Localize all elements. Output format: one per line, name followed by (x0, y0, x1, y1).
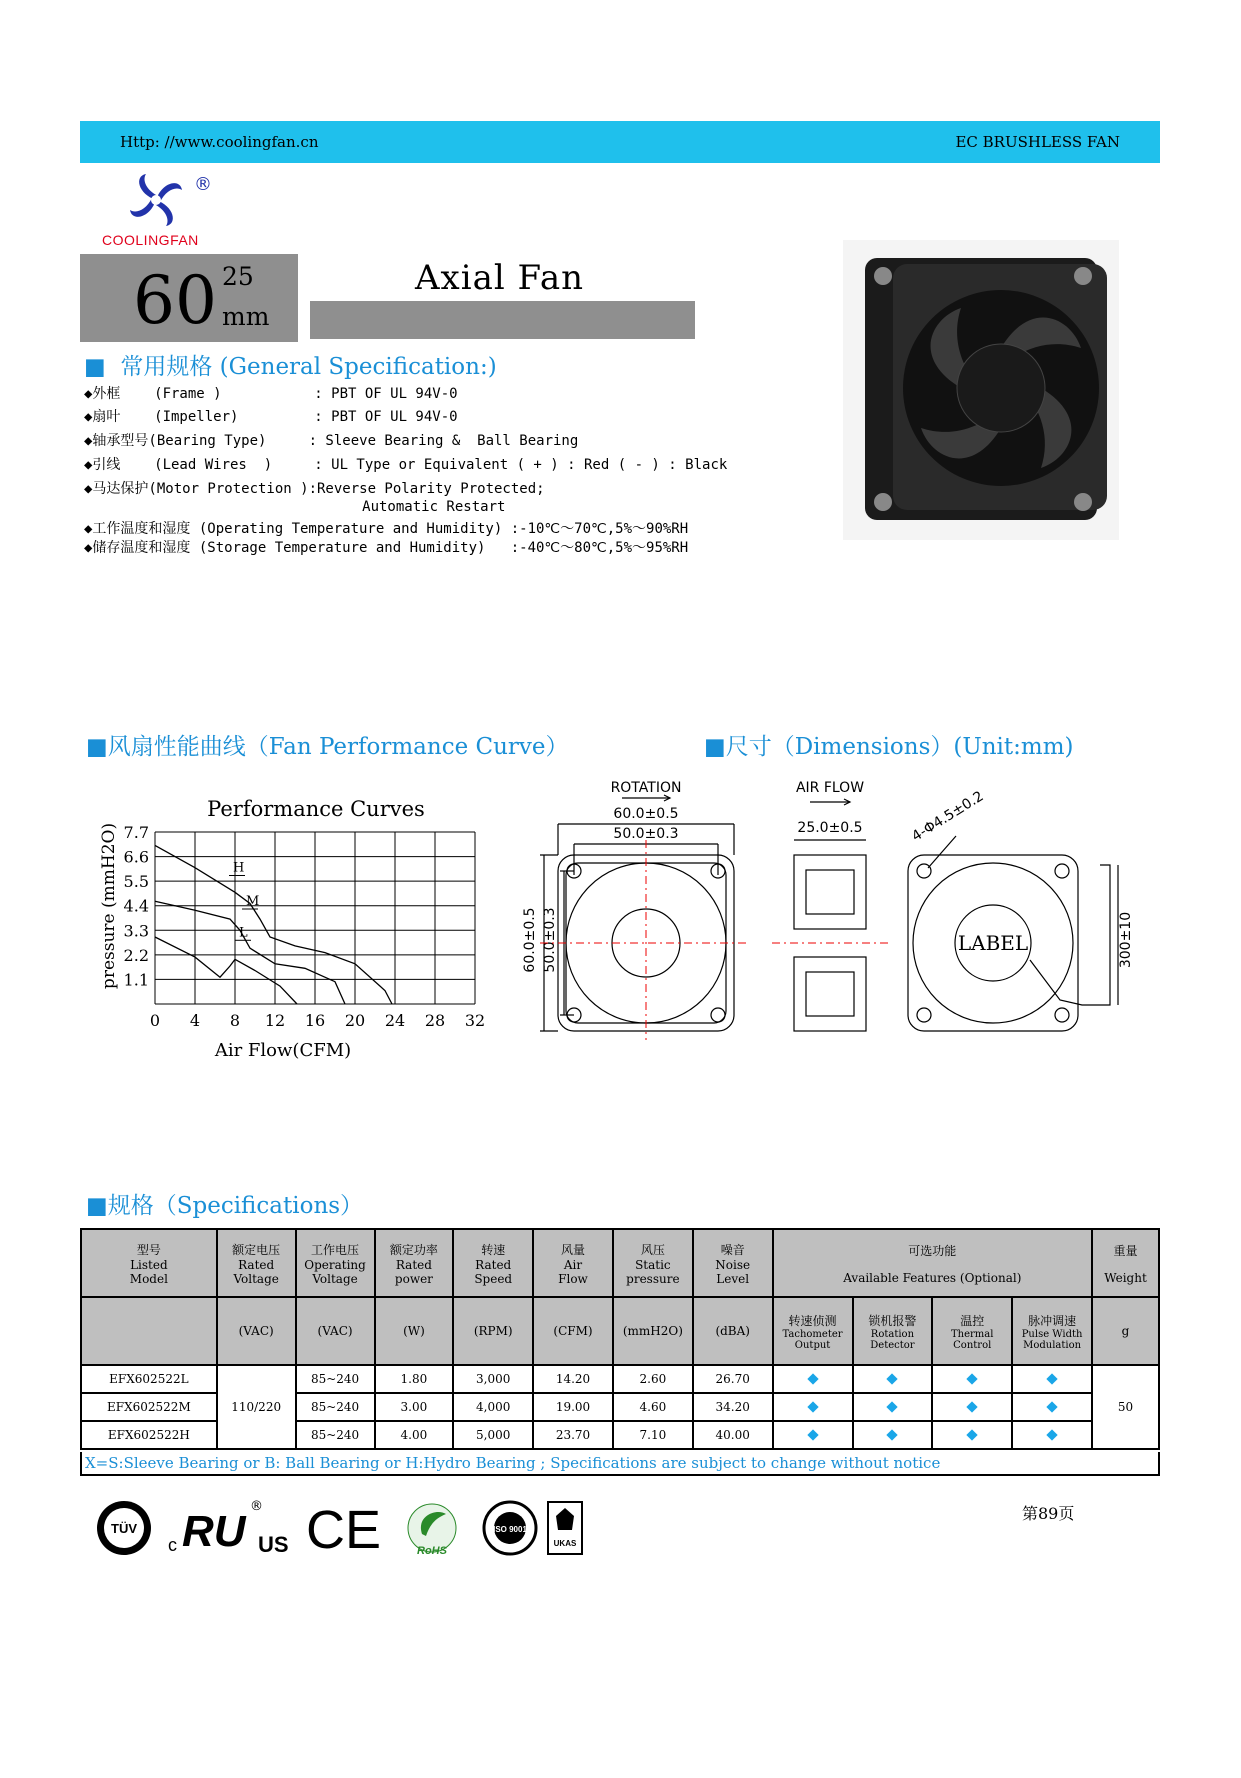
coolingfan-logo-icon (124, 168, 214, 234)
speed-cell: 3,000 (453, 1365, 533, 1393)
page-number: 第89页 (1022, 1504, 1075, 1523)
op-voltage-cell: 85~240 (296, 1365, 375, 1393)
model-cell: EFX602522M (81, 1393, 217, 1421)
airflow-label: AIR FLOW (795, 780, 865, 796)
flow-cell: 14.20 (533, 1365, 613, 1393)
weight-header: 重量 Weight (1092, 1229, 1159, 1297)
feature-mark (773, 1421, 853, 1449)
y-tick-label: 3.3 (123, 921, 149, 941)
feature-rotation: 锁机报警 Rotation Detector (853, 1297, 933, 1365)
x-tick-label: 28 (424, 1011, 446, 1030)
y-tick-label: 5.5 (123, 872, 149, 892)
feature-mark (853, 1393, 933, 1421)
diamond-icon (887, 1429, 898, 1440)
lead-length-label: 300±10 (1118, 911, 1134, 969)
pressure-cell: 7.10 (613, 1421, 693, 1449)
diamond-icon (807, 1401, 818, 1412)
svg-text:®: ® (250, 1499, 263, 1514)
specifications-heading: ■规格（Specifications） (86, 1193, 364, 1219)
series-line-L (155, 937, 297, 1004)
power-cell: 1.80 (375, 1365, 454, 1393)
svg-text:RU: RU (182, 1507, 246, 1556)
y-tick-label: 7.7 (123, 823, 149, 842)
svg-text:UKAS: UKAS (553, 1539, 577, 1548)
noise-cell: 26.70 (693, 1365, 773, 1393)
square-bullet-icon: ■ (84, 354, 106, 380)
specifications-table (80, 1228, 1160, 1450)
website-url[interactable]: Http: //www.coolingfan.cn (120, 133, 319, 151)
col-noise-header: 噪音 Noise Level (693, 1229, 773, 1297)
flow-cell: 23.70 (533, 1421, 613, 1449)
feature-mark (1012, 1365, 1092, 1393)
feature-mark (853, 1421, 933, 1449)
y-tick-label: 4.4 (123, 896, 149, 916)
svg-text:cURus: cURus (96, 1496, 100, 1497)
chart-xlabel: Air Flow(CFM) (214, 1040, 352, 1061)
speed-cell: 4,000 (453, 1393, 533, 1421)
feature-thermal: 温控 Thermal Control (932, 1297, 1012, 1365)
feature-mark (932, 1421, 1012, 1449)
diamond-icon (1046, 1373, 1057, 1384)
ce-logo-icon (306, 1500, 381, 1560)
diamond-icon (807, 1429, 818, 1440)
weight-unit: g (1092, 1297, 1159, 1365)
pressure-cell: 2.60 (613, 1365, 693, 1393)
spec-line: Automatic Restart (84, 499, 506, 515)
performance-chart (80, 784, 500, 1064)
outer-width-label: 60.0±0.5 (613, 806, 679, 822)
feature-mark (853, 1365, 933, 1393)
rotation-label: ROTATION (610, 780, 682, 796)
diamond-icon (967, 1401, 978, 1412)
table-footnote: X=S:Sleeve Bearing or B: Ball Bearing or H:Hydro Bearing ; Specifications are subject to change without notice (80, 1452, 1160, 1476)
speed-unit: (RPM) (453, 1297, 533, 1365)
iso-logo-icon (484, 1502, 536, 1554)
y-tick-label: 2.2 (123, 945, 149, 965)
rated-voltage-cell: 110/220 (217, 1365, 296, 1449)
title-bar (310, 301, 695, 339)
flow-unit: (CFM) (533, 1297, 613, 1365)
chart-ylabel: pressure (mmH2O) (99, 822, 119, 990)
feature-tach: 转速侦测 Tachometer Output (773, 1297, 853, 1365)
op-voltage-cell: 85~240 (296, 1421, 375, 1449)
x-tick-label: 4 (189, 1011, 201, 1030)
col-flow-header: 风量 Air Flow (533, 1229, 613, 1297)
y-tick-label: 1.1 (123, 970, 149, 990)
features-header: 可选功能 Available Features (Optional) (773, 1229, 1092, 1297)
rohs-logo-icon (408, 1504, 456, 1557)
header-bar (80, 121, 1160, 163)
x-tick-label: 0 (149, 1011, 161, 1030)
model-unit (81, 1297, 217, 1365)
diamond-icon (1046, 1401, 1057, 1412)
rated-voltage-unit: (VAC) (217, 1297, 296, 1365)
pressure-cell: 4.60 (613, 1393, 693, 1421)
svg-text:ISO 9001: ISO 9001 (493, 1525, 527, 1534)
fan-label-text: LABEL (957, 931, 1029, 955)
hole-pitch-label: 50.0±0.3 (613, 826, 679, 842)
spec-line: ◆马达保护(Motor Protection ):Reverse Polarity Protected; (84, 481, 545, 497)
hole-pitch-v-label: 50.0±0.3 (542, 907, 558, 973)
series-label-L: L (239, 925, 248, 941)
feature-pwm: 脉冲调速 Pulse Width Modulation (1012, 1297, 1092, 1365)
spec-line: ◆外框 (Frame ) : PBT OF UL 94V-0 (84, 386, 458, 402)
feature-mark (1012, 1393, 1092, 1421)
noise-cell: 34.20 (693, 1393, 773, 1421)
diamond-icon (807, 1373, 818, 1384)
col-power-header: 额定功率 Rated power (375, 1229, 454, 1297)
col-speed-header: 转速 Rated Speed (453, 1229, 533, 1297)
diamond-icon (967, 1429, 978, 1440)
thickness-label: 25.0±0.5 (797, 820, 863, 836)
certification-logos (96, 1496, 596, 1568)
feature-mark (932, 1393, 1012, 1421)
col-pressure-header: 风压 Static pressure (613, 1229, 693, 1297)
col-rated-voltage-header: 额定电压 Rated Voltage (217, 1229, 296, 1297)
tuv-logo-icon (97, 1501, 151, 1555)
model-cell: EFX602522H (81, 1421, 217, 1449)
op-voltage-unit: (VAC) (296, 1297, 375, 1365)
x-tick-label: 16 (304, 1011, 326, 1030)
power-cell: 3.00 (375, 1393, 454, 1421)
feature-mark (773, 1365, 853, 1393)
diamond-icon (887, 1401, 898, 1412)
general-spec-heading (84, 348, 497, 381)
size-thickness: 25 (222, 262, 254, 291)
svg-text:US: US (258, 1532, 289, 1557)
x-tick-label: 24 (384, 1011, 406, 1030)
spec-line: ◆引线 (Lead Wires ) : UL Type or Equivalent ( + ) : Red ( - ) : Black (84, 457, 728, 473)
diamond-icon (967, 1373, 978, 1384)
noise-cell: 40.00 (693, 1421, 773, 1449)
svg-text:CE: CE (306, 1500, 382, 1560)
diamond-icon (1046, 1429, 1057, 1440)
col-op-voltage-header: 工作电压 Operating Voltage (296, 1229, 375, 1297)
dimension-drawing (510, 780, 1150, 1040)
registered-mark: ® (194, 174, 212, 195)
table-row (81, 1365, 1159, 1393)
holes-label: 4-Φ4.5±0.2 (909, 788, 987, 845)
diamond-icon (887, 1373, 898, 1384)
svg-text:RoHS: RoHS (417, 1545, 447, 1557)
flow-cell: 19.00 (533, 1393, 613, 1421)
col-model-header: 型号 Listed Model (81, 1229, 217, 1297)
size-main: 60 (133, 262, 217, 339)
spec-line: ◆轴承型号(Bearing Type) : Sleeve Bearing & Ball Bearing (84, 433, 579, 449)
ukas-logo-icon (548, 1502, 582, 1554)
speed-cell: 5,000 (453, 1421, 533, 1449)
svg-text:c: c (168, 1535, 177, 1555)
perf-curve-heading: ■风扇性能曲线（Fan Performance Curve） (86, 734, 569, 760)
model-cell: EFX602522L (81, 1365, 217, 1393)
series-label-M: M (246, 894, 260, 910)
noise-unit: (dBA) (693, 1297, 773, 1365)
product-category: EC BRUSHLESS FAN (955, 133, 1120, 151)
power-cell: 4.00 (375, 1421, 454, 1449)
x-tick-label: 20 (344, 1011, 366, 1030)
series-line-M (155, 901, 345, 1004)
feature-mark (773, 1393, 853, 1421)
feature-mark (932, 1365, 1012, 1393)
dimensions-heading: ■尺寸（Dimensions）(Unit:mm) (704, 734, 1074, 760)
spec-line: ◆工作温度和湿度 (Operating Temperature and Humidity) :-10℃～70℃,5%～90%RH (84, 521, 689, 537)
brand-name: COOLINGFAN (102, 232, 199, 248)
series-line-H (155, 845, 392, 1004)
product-photo (843, 240, 1119, 540)
op-voltage-cell: 85~240 (296, 1393, 375, 1421)
spec-line: ◆扇叶 (Impeller) : PBT OF UL 94V-0 (84, 409, 458, 425)
series-label-H: H (233, 860, 245, 876)
general-spec-title: 常用规格 (General Specification:) (120, 354, 497, 380)
pressure-unit: (mmH2O) (613, 1297, 693, 1365)
svg-text:TÜV: TÜV (111, 1521, 137, 1536)
size-unit: mm (222, 302, 270, 331)
x-tick-label: 8 (229, 1011, 241, 1030)
x-tick-label: 12 (264, 1011, 286, 1030)
outer-height-label: 60.0±0.5 (522, 907, 538, 973)
spec-line: ◆储存温度和湿度 (Storage Temperature and Humidity) :-40℃～80℃,5%～95%RH (84, 540, 689, 556)
y-tick-label: 6.6 (123, 847, 149, 867)
feature-mark (1012, 1421, 1092, 1449)
chart-title: Performance Curves (207, 797, 425, 821)
product-title: Axial Fan (415, 258, 585, 298)
x-tick-label: 32 (464, 1011, 486, 1030)
power-unit: (W) (375, 1297, 454, 1365)
weight-cell: 50 (1092, 1365, 1159, 1449)
